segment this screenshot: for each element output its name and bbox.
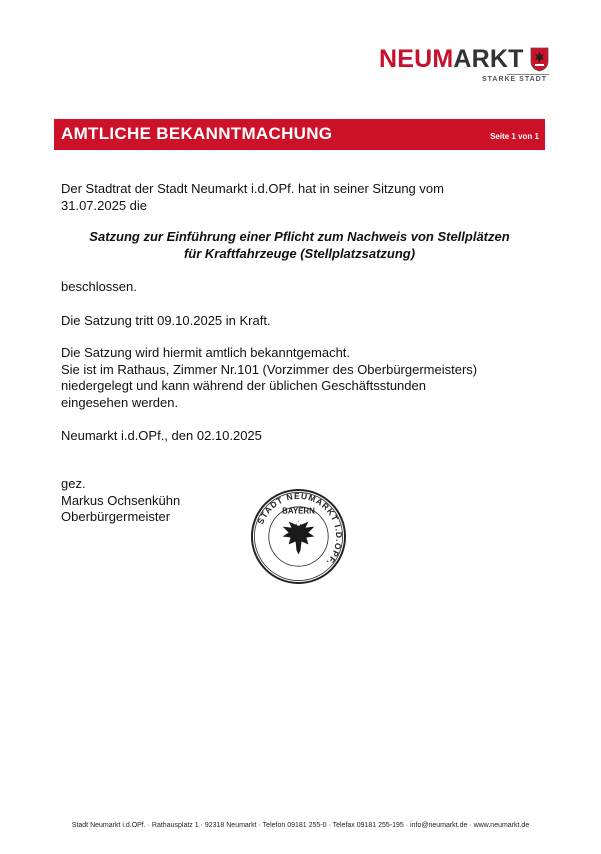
- resolved-text: beschlossen.: [61, 279, 137, 294]
- notice-line-3: niedergelegt und kann während der üblichen Geschäftsstunden: [61, 378, 426, 393]
- banner-title: AMTLICHE BEKANNTMACHUNG: [61, 124, 333, 143]
- effective-date-text: Die Satzung tritt 09.10.2025 in Kraft.: [61, 313, 271, 328]
- notice-line-2: Sie ist im Rathaus, Zimmer Nr.101 (Vorzimmer des Oberbürgermeisters): [61, 361, 478, 377]
- logo-tagline: STARKE STADT: [481, 76, 547, 83]
- notice-paragraph: [61, 345, 477, 411]
- page-indicator: Seite 1 von 1: [490, 132, 539, 141]
- intro-line-2: 31.07.2025 die: [61, 197, 148, 213]
- eagle-emblem: [283, 521, 315, 555]
- notice-line-4: eingesehen werden.: [61, 394, 179, 410]
- coat-of-arms-icon: [530, 47, 549, 72]
- signature-block: [61, 476, 180, 526]
- logo-wordmark: [379, 44, 524, 74]
- official-seal-icon: [249, 487, 348, 586]
- seal-top-text: BAYERN: [282, 506, 315, 516]
- signed-marker: gez.: [61, 476, 86, 491]
- statute-title: [54, 229, 545, 262]
- intro-line-1: Der Stadtrat der Stadt Neumarkt i.d.OPf. hat in seiner Sitzung vom: [61, 181, 444, 196]
- intro-paragraph: [61, 181, 444, 214]
- logo-wordmark-dark: ARKT: [453, 45, 524, 73]
- signatory-role: Oberbürgermeister: [61, 509, 171, 524]
- signatory-name: Markus Ochsenkühn: [61, 492, 181, 508]
- logo-rule: [507, 74, 549, 75]
- neumarkt-logo: [379, 44, 549, 90]
- page-footer: Stadt Neumarkt i.d.OPf. · Rathausplatz 1 · 92318 Neumarkt · Telefon 09181 255-0 · Telefax 09181 255-195 · info@neumarkt.de · www.neumarkt.de: [71, 822, 530, 829]
- statute-title-line-1: Satzung zur Einführung einer Pflicht zum Nachweis von Stellplätzen: [89, 229, 510, 244]
- logo-wordmark-red: NEUM: [379, 45, 454, 73]
- statute-title-line-2: für Kraftfahrzeuge (Stellplatzsatzung): [183, 245, 416, 261]
- seal-ring-text: STADT NEUMARKT I.D.OPF.: [255, 490, 345, 568]
- place-date-text: Neumarkt i.d.OPf., den 02.10.2025: [61, 428, 262, 443]
- notice-line-1: Die Satzung wird hiermit amtlich bekanntgemacht.: [61, 345, 351, 360]
- announcement-banner: [54, 119, 545, 150]
